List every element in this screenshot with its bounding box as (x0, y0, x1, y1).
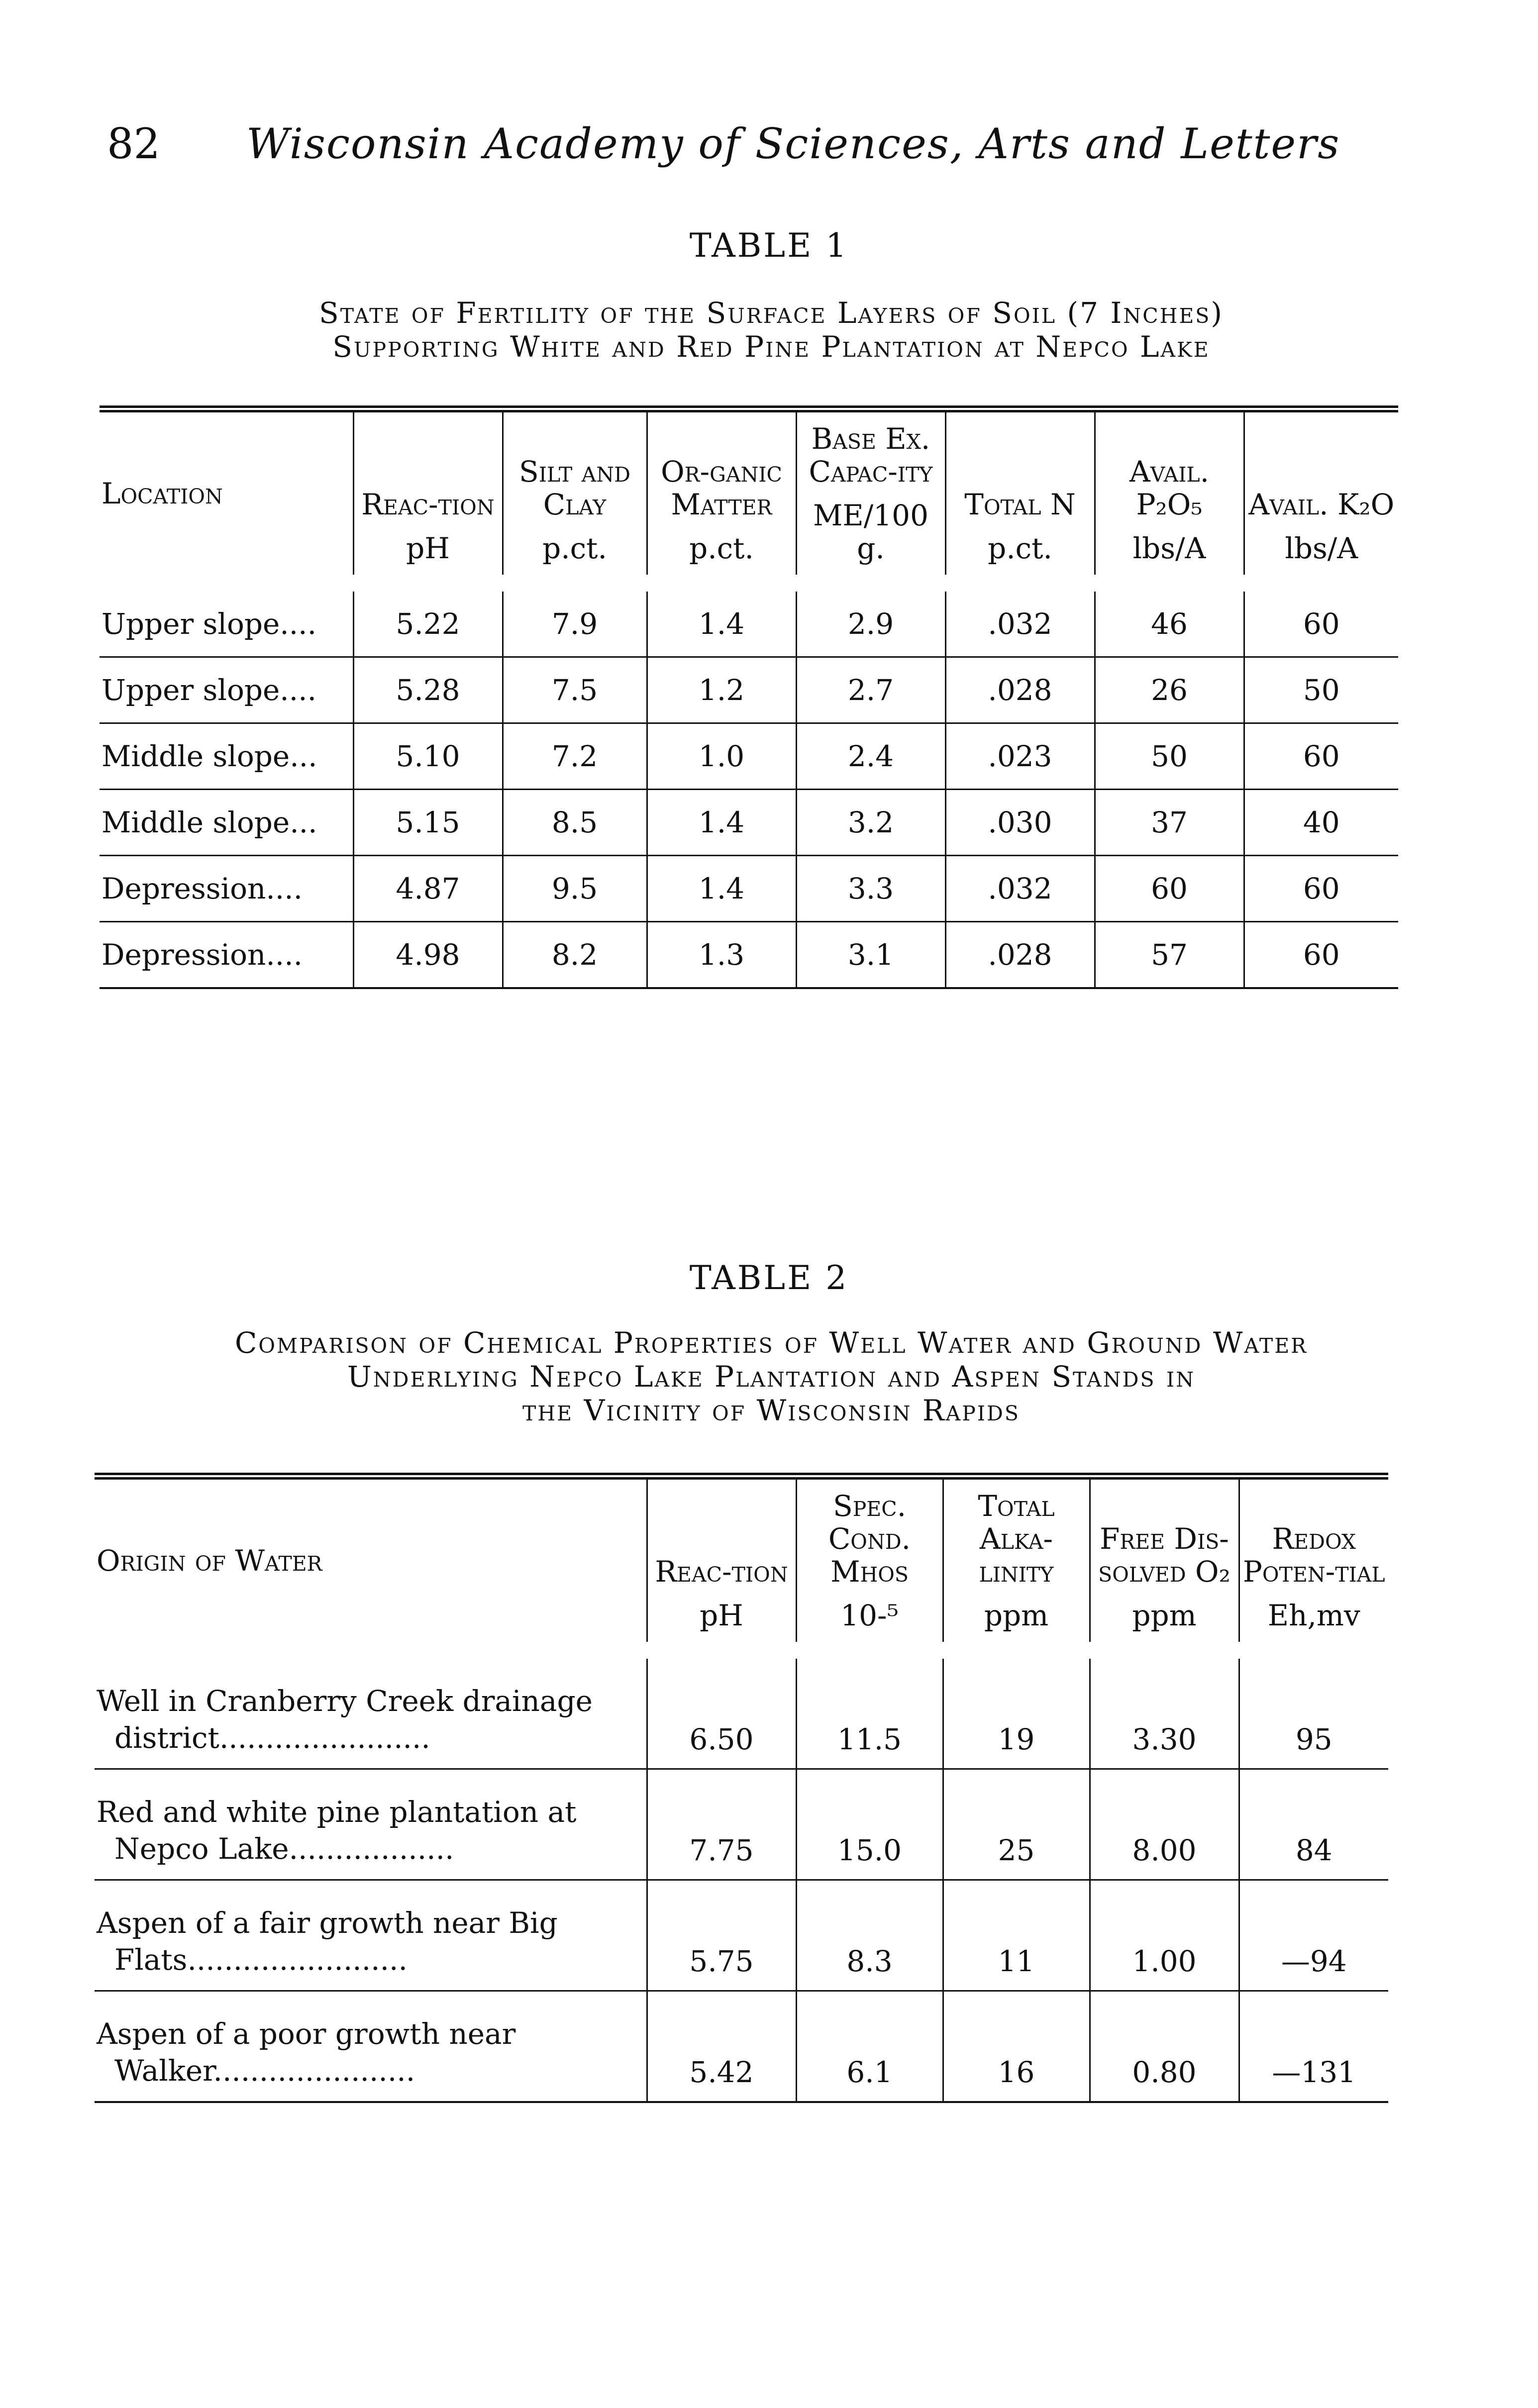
cell-p2o5: 46 (1095, 583, 1244, 657)
table-row (100, 922, 1398, 989)
cell-alkalinity: 16 (943, 1991, 1090, 2103)
cell-redox: 84 (1239, 1769, 1388, 1880)
cell-origin: Aspen of a fair growth near Big Flats........................ (95, 1880, 647, 1991)
cell-base-ex: 3.3 (796, 856, 945, 922)
cell-redox: —94 (1239, 1880, 1388, 1991)
running-title: Wisconsin Academy of Sciences, Arts and Letters (246, 119, 1340, 168)
cell-organic: 1.3 (647, 922, 796, 989)
table2-col-redox: Redox Poten-tial Eh,mv (1239, 1476, 1388, 1650)
cell-spec-cond: 6.1 (796, 1991, 943, 2103)
cell-reaction: 6.50 (647, 1650, 796, 1769)
cell-reaction: 5.10 (353, 723, 503, 790)
table1-col-avail-p2o5: Avail. P₂O₅ lbs/A (1095, 409, 1244, 583)
cell-p2o5: 57 (1095, 922, 1244, 989)
cell-reaction: 4.87 (353, 856, 503, 922)
table1-label: TABLE 1 (689, 226, 849, 265)
cell-base-ex: 2.4 (796, 723, 945, 790)
cell-organic: 1.0 (647, 723, 796, 790)
cell-silt-clay: 7.9 (503, 583, 647, 657)
cell-location: Upper slope.... (100, 583, 353, 657)
cell-location: Upper slope.... (100, 657, 353, 723)
table-row (95, 1769, 1388, 1880)
cell-silt-clay: 8.5 (503, 790, 647, 856)
table-row (100, 583, 1398, 657)
cell-k2o: 60 (1244, 856, 1398, 922)
page-header (107, 119, 1371, 174)
cell-reaction: 4.98 (353, 922, 503, 989)
cell-spec-cond: 11.5 (796, 1650, 943, 1769)
cell-dissolved-o2: 0.80 (1090, 1991, 1239, 2103)
cell-spec-cond: 8.3 (796, 1880, 943, 1991)
table-row (100, 856, 1398, 922)
cell-silt-clay: 7.5 (503, 657, 647, 723)
table1-col-avail-k2o: Avail. K₂O lbs/A (1244, 409, 1398, 583)
cell-total-n: .028 (945, 657, 1095, 723)
table2-caption (85, 1326, 1458, 1427)
table-row (100, 790, 1398, 856)
cell-k2o: 60 (1244, 723, 1398, 790)
table2-caption-line1: Comparison of Chemical Properties of Well Water and Ground Water (235, 1326, 1308, 1360)
table2-col-spec-cond: Spec. Cond. Mhos 10-⁵ (796, 1476, 943, 1650)
table2-col-origin: Origin of Water (95, 1476, 647, 1650)
cell-reaction: 5.42 (647, 1991, 796, 2103)
table2-col-dissolved-o2: Free Dis-solved O₂ ppm (1090, 1476, 1239, 1650)
table2-col-reaction: Reac-tion pH (647, 1476, 796, 1650)
cell-origin: Aspen of a poor growth near Walker...................... (95, 1991, 647, 2103)
cell-total-n: .030 (945, 790, 1095, 856)
cell-alkalinity: 11 (943, 1880, 1090, 1991)
cell-reaction: 5.75 (647, 1880, 796, 1991)
cell-origin: Well in Cranberry Creek drainage district....................... (95, 1650, 647, 1769)
cell-total-n: .032 (945, 856, 1095, 922)
cell-dissolved-o2: 8.00 (1090, 1769, 1239, 1880)
table-row (100, 723, 1398, 790)
cell-dissolved-o2: 3.30 (1090, 1650, 1239, 1769)
cell-dissolved-o2: 1.00 (1090, 1880, 1239, 1991)
cell-alkalinity: 19 (943, 1650, 1090, 1769)
table-row (95, 1991, 1388, 2103)
table-row (95, 1650, 1388, 1769)
cell-k2o: 40 (1244, 790, 1398, 856)
cell-alkalinity: 25 (943, 1769, 1090, 1880)
cell-organic: 1.4 (647, 790, 796, 856)
cell-silt-clay: 8.2 (503, 922, 647, 989)
cell-reaction: 5.22 (353, 583, 503, 657)
cell-location: Depression.... (100, 922, 353, 989)
cell-base-ex: 3.1 (796, 922, 945, 989)
cell-p2o5: 50 (1095, 723, 1244, 790)
cell-p2o5: 26 (1095, 657, 1244, 723)
cell-silt-clay: 7.2 (503, 723, 647, 790)
table1-caption-line2: Supporting White and Red Pine Plantation at Nepco Lake (332, 330, 1210, 364)
cell-k2o: 60 (1244, 583, 1398, 657)
page-number: 82 (107, 119, 160, 168)
cell-base-ex: 3.2 (796, 790, 945, 856)
table-row (95, 1880, 1388, 1991)
table2-water-chemistry (95, 1473, 1388, 2103)
table1-col-reaction: Reac-tion pH (353, 409, 503, 583)
cell-organic: 1.4 (647, 583, 796, 657)
table1-col-silt-clay: Silt and Clay p.ct. (503, 409, 647, 583)
table1-col-total-n: Total N p.ct. (945, 409, 1095, 583)
cell-total-n: .023 (945, 723, 1095, 790)
table2-col-alkalinity: Total Alka-linity ppm (943, 1476, 1090, 1650)
cell-reaction: 5.15 (353, 790, 503, 856)
cell-redox: —131 (1239, 1991, 1388, 2103)
cell-total-n: .032 (945, 583, 1095, 657)
cell-base-ex: 2.7 (796, 657, 945, 723)
cell-organic: 1.2 (647, 657, 796, 723)
cell-reaction: 5.28 (353, 657, 503, 723)
table1-col-location: Location (100, 409, 353, 583)
cell-origin: Red and white pine plantation at Nepco Lake.................. (95, 1769, 647, 1880)
table2-caption-line2: Underlying Nepco Lake Plantation and Aspen Stands in (347, 1360, 1196, 1394)
cell-p2o5: 60 (1095, 856, 1244, 922)
cell-total-n: .028 (945, 922, 1095, 989)
cell-redox: 95 (1239, 1650, 1388, 1769)
cell-k2o: 60 (1244, 922, 1398, 989)
table-row (100, 657, 1398, 723)
cell-organic: 1.4 (647, 856, 796, 922)
table1-soil-fertility (100, 405, 1398, 989)
table2-header-row (95, 1476, 1388, 1650)
cell-location: Depression.... (100, 856, 353, 922)
cell-location: Middle slope... (100, 790, 353, 856)
cell-k2o: 50 (1244, 657, 1398, 723)
cell-reaction: 7.75 (647, 1769, 796, 1880)
table1-col-organic-matter: Or-ganic Matter p.ct. (647, 409, 796, 583)
table1-caption (85, 296, 1458, 364)
cell-p2o5: 37 (1095, 790, 1244, 856)
table2-caption-line3: the Vicinity of Wisconsin Rapids (522, 1394, 1020, 1427)
cell-spec-cond: 15.0 (796, 1769, 943, 1880)
cell-base-ex: 2.9 (796, 583, 945, 657)
cell-location: Middle slope... (100, 723, 353, 790)
table1-caption-line1: State of Fertility of the Surface Layers of Soil (7 Inches) (319, 296, 1224, 330)
table1-col-base-exchange: Base Ex. Capac-ity ME/100 g. (796, 409, 945, 583)
table1-header-row (100, 409, 1398, 583)
table2-label: TABLE 2 (689, 1259, 849, 1297)
cell-silt-clay: 9.5 (503, 856, 647, 922)
